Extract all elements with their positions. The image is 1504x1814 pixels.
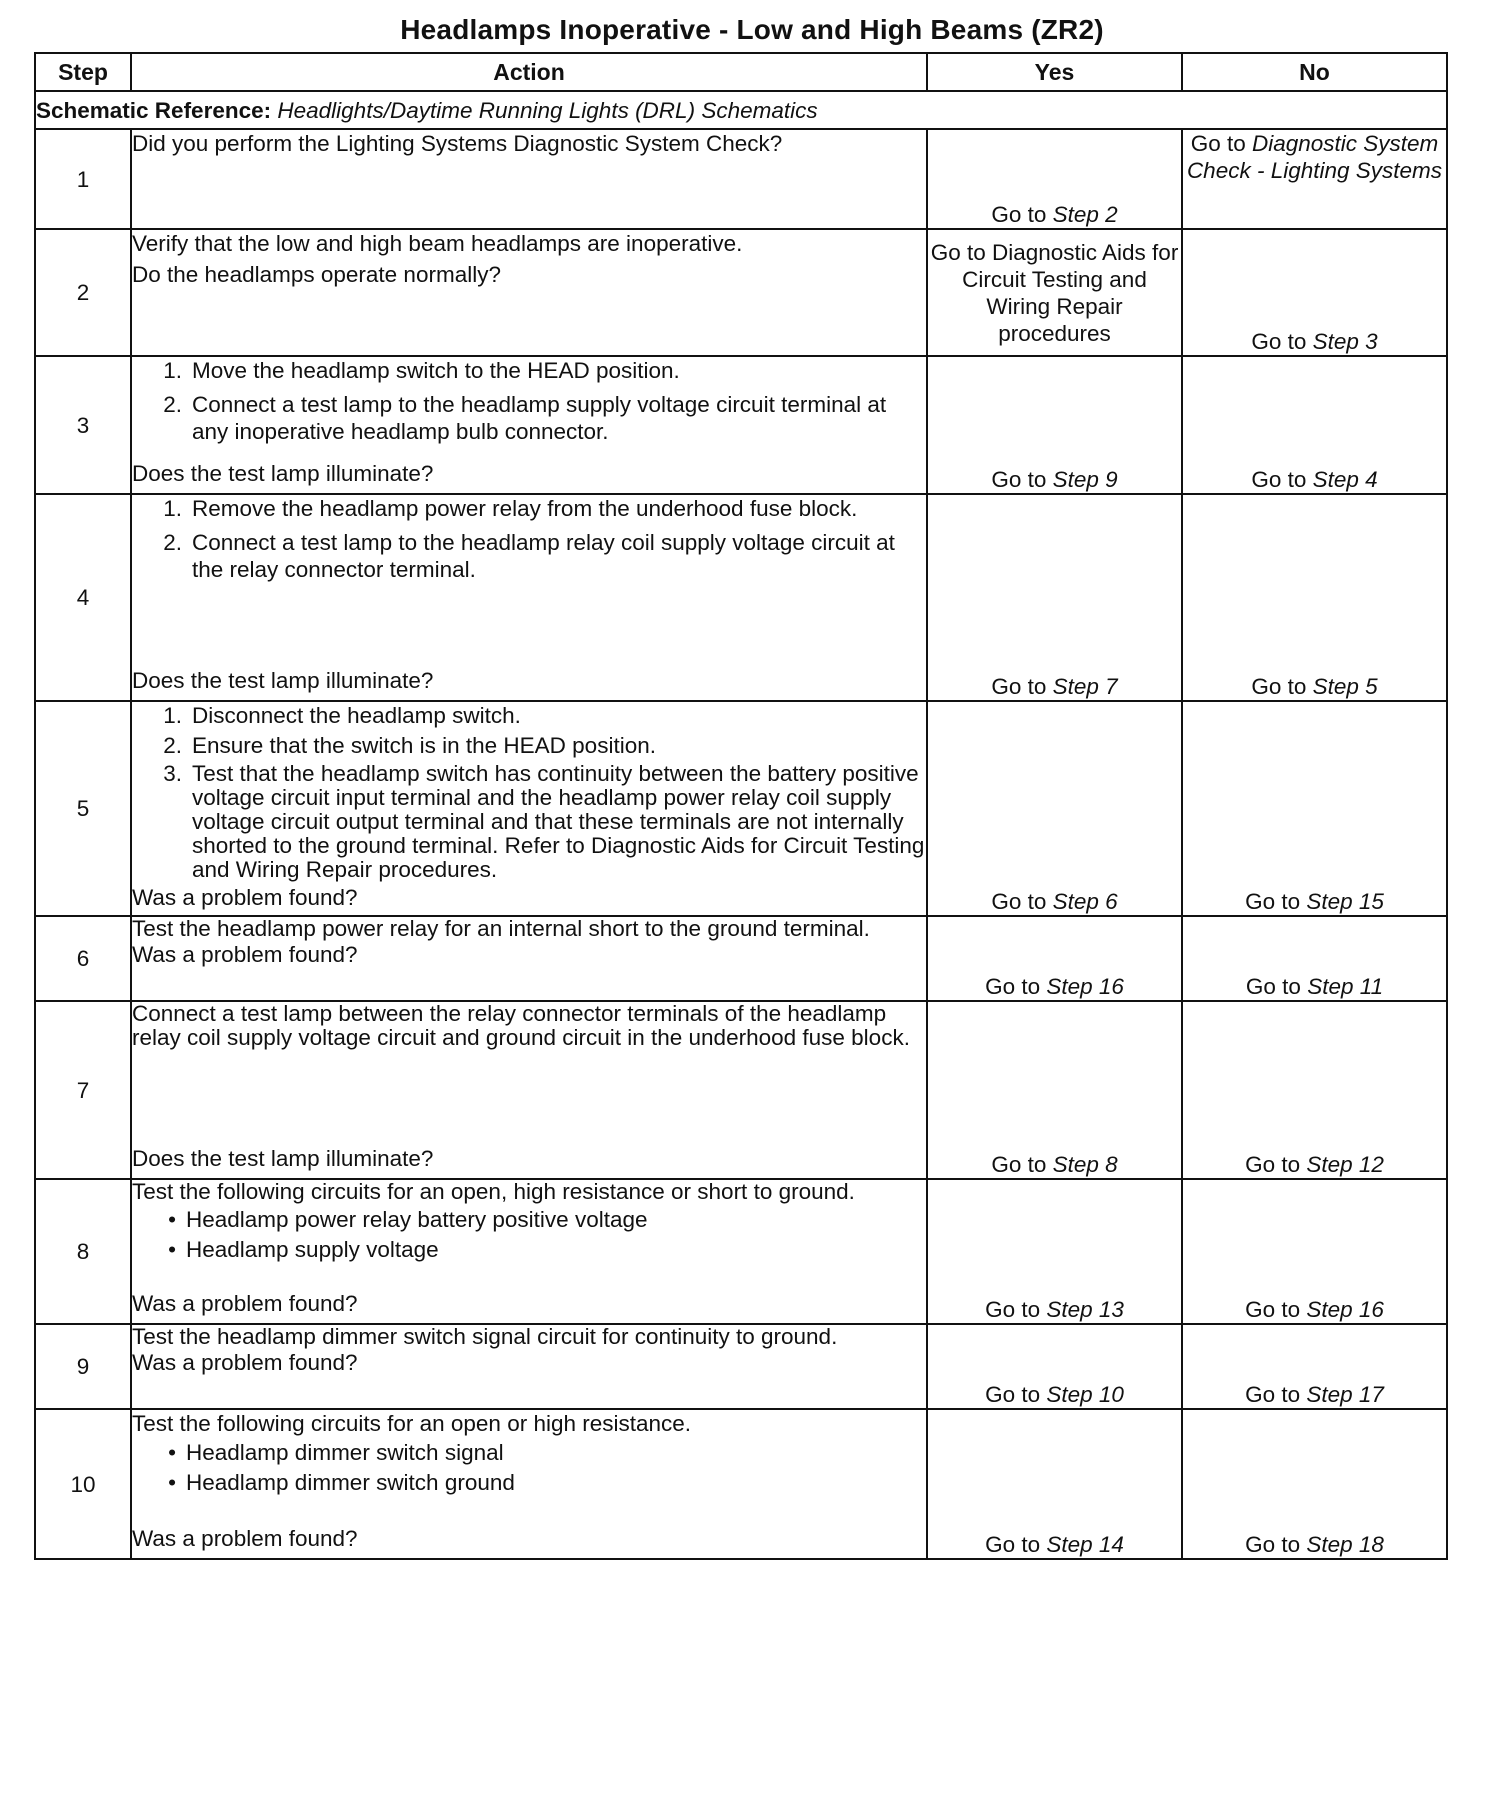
list-item: 1. Move the headlamp switch to the HEAD position. <box>163 358 680 383</box>
no-cell: Go to Step 18 <box>1182 1409 1447 1559</box>
header-no: No <box>1182 53 1447 91</box>
table-row <box>35 229 1447 356</box>
yes-cell: Go to Step 14 <box>927 1409 1182 1559</box>
list-item: 2. Ensure that the switch is in the HEAD position. <box>163 733 656 758</box>
action-question: Does the test lamp illuminate? <box>132 668 434 693</box>
header-action: Action <box>131 53 927 91</box>
yes-cell: Go to Step 7 <box>927 494 1182 701</box>
action-cell <box>131 1179 927 1324</box>
no-cell: Go to Step 5 <box>1182 494 1447 701</box>
yes-cell: Go to Step 9 <box>927 356 1182 494</box>
header-step: Step <box>35 53 131 91</box>
list-item: • Headlamp dimmer switch signal <box>168 1440 504 1465</box>
list-item: • Headlamp power relay battery positive voltage <box>168 1207 648 1232</box>
yes-cell: Go to Step 10 <box>927 1324 1182 1409</box>
action-text: Test the following circuits for an open, high resistance or short to ground. <box>132 1179 855 1204</box>
action-cell <box>131 494 927 701</box>
no-cell: Go to Step 4 <box>1182 356 1447 494</box>
no-cell: Go to Step 11 <box>1182 916 1447 1001</box>
step-number: 8 <box>35 1179 131 1324</box>
schematic-reference <box>35 91 1447 129</box>
action-text: Verify that the low and high beam headlamps are inoperative. <box>132 231 743 256</box>
yes-cell: Go to Step 13 <box>927 1179 1182 1324</box>
no-cell: Go to Step 16 <box>1182 1179 1447 1324</box>
step-number: 2 <box>35 229 131 356</box>
action-cell <box>131 701 927 916</box>
list-item: 2. Connect a test lamp to the headlamp supply voltage circuit terminal at any inoperative headlamp bulb connector. <box>163 392 887 444</box>
action-text: Test the headlamp dimmer switch signal circuit for continuity to ground. <box>132 1324 838 1349</box>
action-text: Connect a test lamp between the relay connector terminals of the headlamp relay coil supply voltage circuit and ground circuit in the underhood fuse block. <box>132 1001 910 1050</box>
header-yes: Yes <box>927 53 1182 91</box>
action-question: Was a problem found? <box>132 1350 358 1375</box>
schematic-value: Headlights/Daytime Running Lights (DRL) Schematics <box>277 97 818 123</box>
step-number: 6 <box>35 916 131 1001</box>
action-cell <box>131 1001 927 1179</box>
action-question: Was a problem found? <box>132 885 358 910</box>
yes-cell: Go to Step 8 <box>927 1001 1182 1179</box>
diagnostic-table <box>34 52 1448 1560</box>
no-cell: Go to Step 17 <box>1182 1324 1447 1409</box>
table-row <box>35 494 1447 701</box>
action-question: Was a problem found? <box>132 942 358 967</box>
step-number: 7 <box>35 1001 131 1179</box>
action-question: Does the test lamp illuminate? <box>132 1146 434 1171</box>
list-item: 1. Disconnect the headlamp switch. <box>163 703 521 728</box>
step-number: 1 <box>35 129 131 229</box>
list-item: • Headlamp supply voltage <box>168 1237 439 1262</box>
action-question: Was a problem found? <box>132 1526 358 1551</box>
schematic-label: Schematic Reference: <box>36 97 272 123</box>
action-text: Did you perform the Lighting Systems Diagnostic System Check? <box>132 131 783 156</box>
step-number: 3 <box>35 356 131 494</box>
list-item: 3. Test that the headlamp switch has continuity between the battery positive voltage circuit input terminal and the headlamp power relay coil supply voltage circuit output terminal and that these terminals are not internally shorted to the ground terminal. Refer to Diagnostic Aids for Circuit Testing and Wiring Repair procedures. <box>163 761 925 882</box>
action-cell <box>131 129 927 229</box>
yes-cell: Go to Diagnostic Aids for Circuit Testing and Wiring Repair procedures <box>927 229 1182 356</box>
action-bullets <box>132 1439 926 1499</box>
table-row <box>35 1409 1447 1559</box>
action-cell <box>131 356 927 494</box>
action-steps <box>132 495 926 590</box>
table-row <box>35 1324 1447 1409</box>
page-title: Headlamps Inoperative - Low and High Beams (ZR2) <box>400 14 1104 45</box>
action-bullets <box>132 1206 926 1266</box>
action-cell <box>131 229 927 356</box>
action-text: Test the following circuits for an open or high resistance. <box>132 1411 692 1436</box>
schematic-row <box>35 91 1447 129</box>
table-row <box>35 356 1447 494</box>
step-number: 4 <box>35 494 131 701</box>
table-row <box>35 1179 1447 1324</box>
no-cell: Go to Diagnostic System Check - Lighting Systems <box>1182 129 1447 229</box>
list-item: 2. Connect a test lamp to the headlamp relay coil supply voltage circuit at the relay connector terminal. <box>163 530 895 582</box>
table-row <box>35 701 1447 916</box>
action-cell <box>131 1324 927 1409</box>
action-text: Test the headlamp power relay for an internal short to the ground terminal. <box>132 916 870 941</box>
yes-cell: Go to Step 2 <box>927 129 1182 229</box>
step-number: 9 <box>35 1324 131 1409</box>
table-row <box>35 129 1447 229</box>
step-number: 5 <box>35 701 131 916</box>
action-steps <box>132 702 926 884</box>
step-number: 10 <box>35 1409 131 1559</box>
action-question: Do the headlamps operate normally? <box>132 262 501 287</box>
action-cell <box>131 916 927 1001</box>
action-question: Does the test lamp illuminate? <box>132 461 434 486</box>
yes-cell: Go to Step 6 <box>927 701 1182 916</box>
header-row <box>35 53 1447 91</box>
action-question: Was a problem found? <box>132 1291 358 1316</box>
list-item: 1. Remove the headlamp power relay from the underhood fuse block. <box>163 496 858 521</box>
action-cell <box>131 1409 927 1559</box>
list-item: • Headlamp dimmer switch ground <box>168 1470 515 1495</box>
action-steps <box>132 357 926 452</box>
no-cell: Go to Step 3 <box>1182 229 1447 356</box>
table-row <box>35 1001 1447 1179</box>
no-cell: Go to Step 12 <box>1182 1001 1447 1179</box>
no-cell: Go to Step 15 <box>1182 701 1447 916</box>
table-row <box>35 916 1447 1001</box>
yes-cell: Go to Step 16 <box>927 916 1182 1001</box>
